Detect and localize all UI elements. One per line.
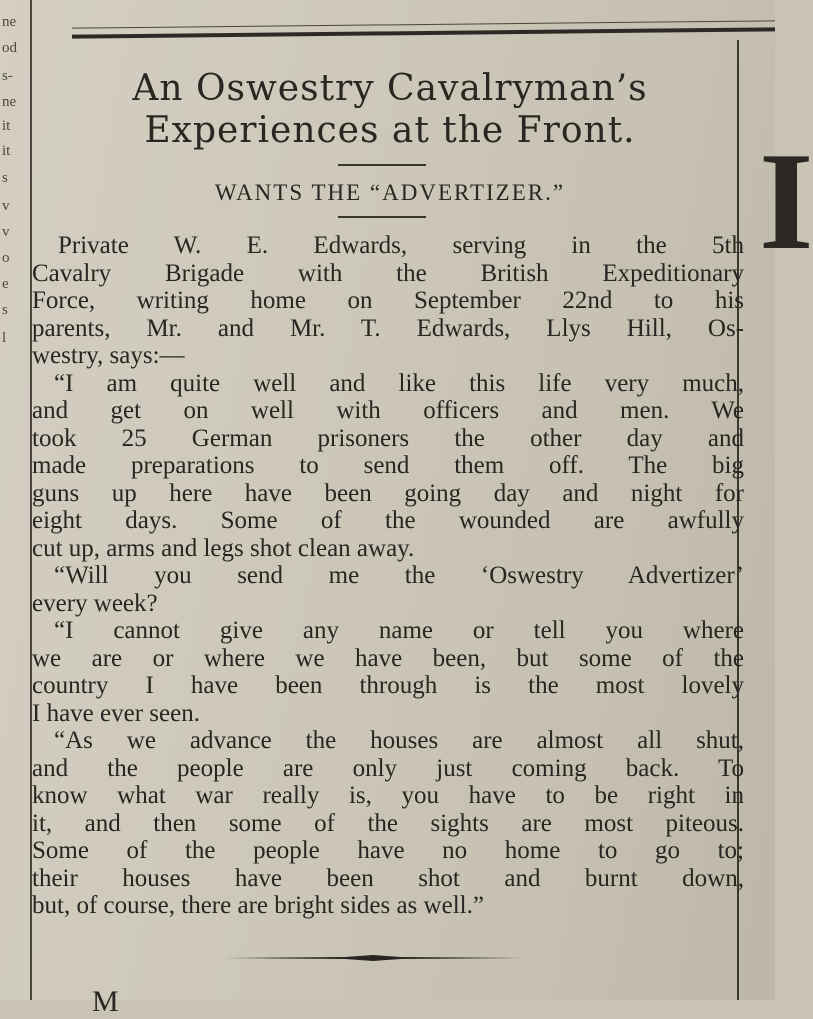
article-body (32, 232, 744, 920)
left-fragment: v (2, 224, 10, 240)
article-line: “I cannot give any name or tell you where (54, 617, 744, 644)
article-line: made preparations to send them off. The big (32, 452, 744, 479)
article-line: Force, writing home on September 22nd to his (32, 287, 744, 314)
article-line: Some of the people have no home to go to; (32, 837, 744, 864)
subheading: WANTS THE “ADVERTIZER.” (214, 180, 566, 205)
article-line: parents, Mr. and Mr. T. Edwards, Llys Hill, Os- (32, 314, 744, 342)
end-of-article-dash (225, 955, 521, 961)
left-fragment: o (2, 250, 10, 266)
top-column-rules (72, 24, 775, 35)
left-fragment: od (2, 40, 17, 56)
left-fragment: l (2, 330, 7, 346)
headline-line-1: An Oswestry Cavalryman’s (132, 68, 648, 109)
left-fragment: e (2, 276, 9, 292)
article-line: Private W. E. Edwards, serving in the 5th (58, 232, 744, 259)
article-line: their houses have been shot and burnt down, (32, 864, 744, 892)
article-line: eight days. Some of the wounded are awfully (32, 507, 744, 534)
next-article-fragment: M (92, 985, 119, 1018)
right-column-edge (741, 40, 813, 1000)
article-line: westry, says:— (32, 342, 185, 369)
article-line: took 25 German prisoners the other day and (32, 424, 744, 452)
article-line: cut up, arms and legs shot clean away. (32, 534, 415, 562)
article-line: I have ever seen. (32, 699, 200, 727)
headline-divider (338, 164, 426, 166)
subheading-divider (338, 216, 426, 218)
right-fragment: I (759, 124, 813, 279)
left-fragment: it (2, 143, 11, 159)
headline-line-2: Experiences at the Front. (144, 110, 636, 151)
article-line: but, of course, there are bright sides as well.” (32, 892, 484, 919)
left-fragment: s (2, 170, 8, 186)
article-line: it, and then some of the sights are most piteous. (32, 809, 744, 837)
left-fragment: v (2, 198, 10, 214)
article-line: “As we advance the houses are almost all shut, (54, 727, 744, 754)
article-line: guns up here have been going day and night for (32, 479, 744, 507)
thick-rule (72, 27, 775, 38)
left-column-edge (0, 0, 32, 1000)
article-line: “I am quite well and like this life very much, (54, 369, 744, 397)
left-fragment: s- (2, 68, 13, 84)
article-line: country I have been through is the most lovely (32, 672, 744, 699)
left-fragment: ne (2, 14, 17, 30)
article-line: “Will you send me the ‘Oswestry Advertizer’ (54, 562, 744, 589)
article-line: Cavalry Brigade with the British Expeditionary (32, 259, 744, 287)
article-line: every week? (32, 589, 158, 617)
left-fragment: ne (2, 94, 17, 110)
article-line: know what war really is, you have to be right in (32, 782, 744, 809)
left-fragment: it (2, 118, 11, 134)
article-line: and the people are only just coming back. To (32, 754, 744, 782)
article-line: we are or where we have been, but some of the (32, 644, 744, 672)
left-fragment: s (2, 302, 8, 318)
article-line: and get on well with officers and men. We (32, 397, 744, 424)
